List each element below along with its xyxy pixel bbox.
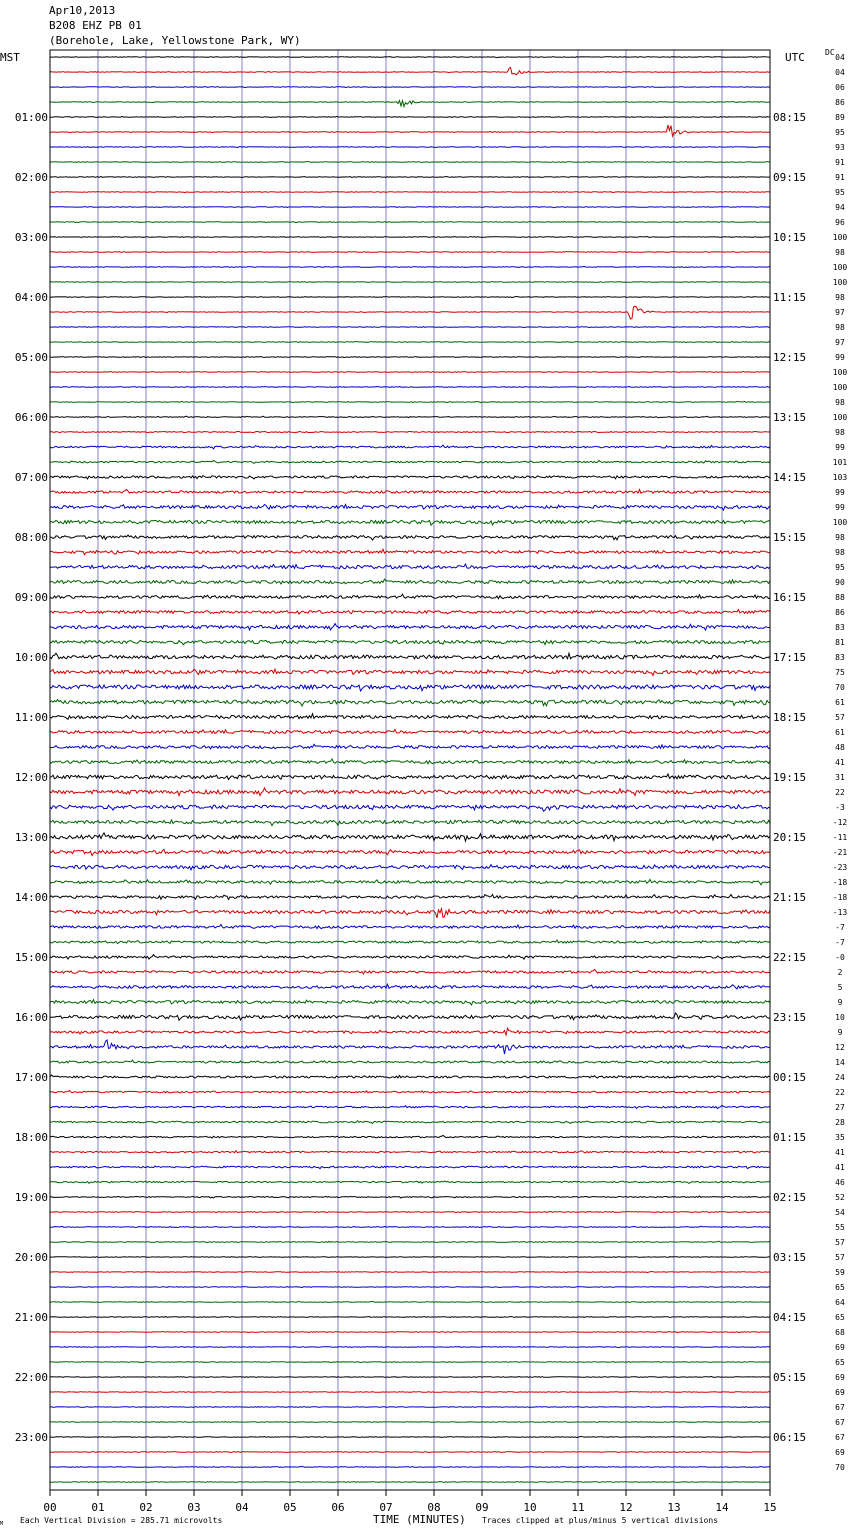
seismic-trace: [50, 1166, 770, 1169]
dc-offset-label: 95: [835, 563, 845, 572]
seismic-trace: [50, 221, 770, 222]
dc-offset-label: 98: [835, 548, 845, 557]
left-hour-label: 10:00: [14, 651, 48, 664]
seismic-trace: [50, 87, 770, 88]
dc-offset-label: 100: [832, 368, 848, 377]
seismic-trace: [50, 296, 770, 297]
seismic-trace: [50, 1060, 770, 1063]
dc-offset-label: 101: [832, 458, 848, 467]
seismic-trace: [50, 714, 770, 720]
dc-offset-label: 54: [835, 1208, 845, 1217]
seismic-trace: [50, 192, 770, 193]
axis-labels: [0, 48, 847, 1527]
dc-offset-label: 57: [835, 1238, 845, 1247]
right-hour-label: 23:15: [773, 1011, 807, 1024]
dc-offset-label: 14: [835, 1058, 845, 1067]
dc-offset-label: 48: [835, 743, 845, 752]
dc-offset-label: -7: [835, 923, 845, 932]
dc-offset-label: 98: [835, 533, 845, 542]
seismic-trace: [50, 125, 770, 136]
dc-offset-label: 97: [835, 308, 845, 317]
right-hour-label: 20:15: [773, 831, 807, 844]
dc-offset-label: 75: [835, 668, 845, 677]
right-hour-label: 03:15: [773, 1251, 807, 1264]
right-hour-label: 04:15: [773, 1311, 807, 1324]
dc-offset-label: 41: [835, 1148, 845, 1157]
right-hour-label: 18:15: [773, 711, 807, 724]
dc-offset-label: -18: [832, 893, 848, 902]
right-hour-label: 12:15: [773, 351, 807, 364]
seismic-trace: [50, 1105, 770, 1108]
right-hour-label: 02:15: [773, 1191, 807, 1204]
seismic-trace: [50, 1075, 770, 1078]
seismic-trace: [50, 161, 770, 162]
dc-offset-label: 41: [835, 758, 845, 767]
seismic-trace: [50, 774, 770, 780]
seismic-trace: [50, 984, 770, 989]
dc-offset-label: 59: [835, 1268, 845, 1277]
dc-offset-label: 24: [835, 1073, 845, 1082]
left-hour-label: 01:00: [14, 111, 48, 124]
seismic-trace: [50, 116, 770, 117]
dc-offset-label: 90: [835, 578, 845, 587]
seismic-trace: [50, 1121, 770, 1124]
dc-offset-label: 65: [835, 1283, 845, 1292]
seismic-trace: [50, 669, 770, 675]
seismic-trace: [50, 685, 770, 691]
x-tick-label: 14: [715, 1501, 729, 1514]
dc-offset-label: 99: [835, 443, 845, 452]
dc-offset-label: 98: [835, 248, 845, 257]
dc-offset-label: 98: [835, 293, 845, 302]
x-tick-label: 13: [667, 1501, 681, 1514]
left-hour-label: 20:00: [14, 1251, 48, 1264]
seismic-trace: [50, 1391, 770, 1392]
dc-offset-label: 100: [832, 278, 848, 287]
seismic-trace: [50, 207, 770, 208]
left-hour-label: 17:00: [14, 1071, 48, 1084]
right-hour-label: 10:15: [773, 231, 807, 244]
dc-offset-label: -12: [832, 818, 848, 827]
dc-offset-label: 67: [835, 1403, 845, 1412]
seismic-trace: [50, 594, 770, 599]
dc-offset-label: 04: [835, 53, 845, 62]
dc-offset-label: 31: [835, 773, 845, 782]
seismic-trace: [50, 1136, 770, 1139]
left-hour-label: 05:00: [14, 351, 48, 364]
left-hour-label: 13:00: [14, 831, 48, 844]
dc-offset-label: 61: [835, 728, 845, 737]
seismic-trace: [50, 1301, 770, 1302]
dc-offset-label: 89: [835, 113, 845, 122]
dc-offset-label: 22: [835, 1088, 845, 1097]
dc-offset-label: 86: [835, 608, 845, 617]
left-hour-label: 09:00: [14, 591, 48, 604]
seismic-trace: [50, 1406, 770, 1407]
x-tick-label: 11: [571, 1501, 585, 1514]
seismic-trace: [50, 1013, 770, 1020]
seismic-trace: [50, 610, 770, 614]
dc-offset-label: 83: [835, 623, 845, 632]
right-hour-label: 08:15: [773, 111, 807, 124]
seismic-trace: [50, 1257, 770, 1258]
dc-offset-label: 46: [835, 1178, 845, 1187]
seismic-trace: [50, 1000, 770, 1005]
seismic-trace: [50, 805, 770, 811]
plot-frame: [50, 50, 770, 1490]
left-hour-label: 03:00: [14, 231, 48, 244]
dc-offset-label: 86: [835, 98, 845, 107]
seismic-trace: [50, 1422, 770, 1423]
scale-note: Each Vertical Division = 285.71 microvolts: [20, 1516, 223, 1525]
seismic-trace: [50, 490, 770, 494]
dc-offset-label: 06: [835, 83, 845, 92]
right-hour-label: 17:15: [773, 651, 807, 664]
seismic-trace: [50, 520, 770, 525]
seismic-trace: [50, 624, 770, 631]
right-hour-label: 00:15: [773, 1071, 807, 1084]
seismic-trace: [50, 535, 770, 540]
seismic-trace: [50, 1376, 770, 1377]
dc-offset-label: 100: [832, 263, 848, 272]
seismic-trace: [50, 849, 770, 855]
seismic-trace: [50, 357, 770, 358]
seismic-trace: [50, 895, 770, 900]
seismic-trace: [50, 1040, 770, 1054]
seismic-trace: [50, 1316, 770, 1317]
dc-offset-label: 94: [835, 203, 845, 212]
dc-offset-label: 103: [832, 473, 848, 482]
right-hour-label: 16:15: [773, 591, 807, 604]
dc-offset-label: 70: [835, 683, 845, 692]
dc-offset-label: 100: [832, 518, 848, 527]
right-hour-label: 14:15: [773, 471, 807, 484]
dc-offset-label: 52: [835, 1193, 845, 1202]
seismic-trace: [50, 68, 770, 75]
seismic-trace: [50, 700, 770, 706]
dc-offset-label: 22: [835, 788, 845, 797]
right-hour-label: 22:15: [773, 951, 807, 964]
dc-offset-label: 100: [832, 383, 848, 392]
left-hour-label: 19:00: [14, 1191, 48, 1204]
left-hour-label: 16:00: [14, 1011, 48, 1024]
dc-offset-label: 28: [835, 1118, 845, 1127]
seismic-trace: [50, 101, 770, 107]
seismic-trace: [50, 729, 770, 733]
seismic-trace: [50, 282, 770, 283]
seismic-trace: [50, 176, 770, 177]
seismic-trace: [50, 865, 770, 870]
dc-offset-label: 95: [835, 128, 845, 137]
seismic-trace: [50, 744, 770, 749]
seismic-trace: [50, 1361, 770, 1362]
dc-offset-label: -13: [832, 908, 848, 917]
left-hour-label: 11:00: [14, 711, 48, 724]
x-tick-label: 12: [619, 1501, 633, 1514]
dc-offset-label: 2: [837, 968, 843, 977]
right-hour-label: 15:15: [773, 531, 807, 544]
x-tick-label: 06: [331, 1501, 345, 1514]
right-hour-label: 06:15: [773, 1431, 807, 1444]
seismic-trace: [50, 579, 770, 584]
seismic-trace: [50, 1241, 770, 1242]
seismic-trace: [50, 147, 770, 148]
x-tick-label: 01: [91, 1501, 105, 1514]
dc-offset-label: 55: [835, 1223, 845, 1232]
seismic-trace: [50, 505, 770, 511]
seismic-trace: [50, 788, 770, 796]
dc-offset-label: 69: [835, 1448, 845, 1457]
seismic-trace: [50, 476, 770, 479]
dc-offset-label: 99: [835, 488, 845, 497]
left-hour-label: 08:00: [14, 531, 48, 544]
right-hour-label: 09:15: [773, 171, 807, 184]
dc-offset-label: 68: [835, 1328, 845, 1337]
x-axis-label: TIME (MINUTES): [373, 1513, 466, 1526]
dc-offset-label: 12: [835, 1043, 845, 1052]
dc-offset-label: 5: [837, 983, 843, 992]
dc-offset-label: 9: [837, 1028, 843, 1037]
seismic-trace: [50, 1196, 770, 1198]
seismic-trace: [50, 1211, 770, 1212]
dc-offset-label: 98: [835, 323, 845, 332]
dc-offset-label: 95: [835, 188, 845, 197]
dc-offset-label: 64: [835, 1298, 845, 1307]
dc-header-label: DC: [825, 48, 835, 57]
x-tick-label: 07: [379, 1501, 393, 1514]
x-tick-label: 09: [475, 1501, 489, 1514]
dc-offset-label: 81: [835, 638, 845, 647]
x-tick-label: 00: [43, 1501, 57, 1514]
dc-offset-label: 35: [835, 1133, 845, 1142]
seismic-trace: [50, 970, 770, 974]
seismic-trace: [50, 955, 770, 960]
dc-offset-label: 99: [835, 503, 845, 512]
dc-offset-label: -7: [835, 938, 845, 947]
left-hour-label: 14:00: [14, 891, 48, 904]
x-tick-label: 03: [187, 1501, 201, 1514]
seismic-trace: [50, 640, 770, 644]
seismic-trace: [50, 820, 770, 826]
x-tick-label: 10: [523, 1501, 537, 1514]
seismic-trace: [50, 549, 770, 555]
dc-offset-label: 65: [835, 1313, 845, 1322]
seismic-trace: [50, 653, 770, 659]
dc-offset-label: 88: [835, 593, 845, 602]
dc-offset-label: 57: [835, 1253, 845, 1262]
seismic-trace: [50, 387, 770, 388]
dc-offset-label: -18: [832, 878, 848, 887]
left-hour-label: 04:00: [14, 291, 48, 304]
seismic-trace: [50, 1347, 770, 1348]
x-tick-label: 15: [763, 1501, 777, 1514]
dc-offset-label: 57: [835, 713, 845, 722]
left-hour-label: 06:00: [14, 411, 48, 424]
seismic-trace: [50, 1481, 770, 1482]
minute-gridlines: [98, 50, 722, 1490]
clip-note: Traces clipped at plus/minus 5 vertical divisions: [482, 1516, 719, 1525]
right-hour-label: 11:15: [773, 291, 807, 304]
station-code: B208 EHZ PB 01: [49, 19, 142, 32]
seismic-trace: [50, 445, 770, 449]
station-location: (Borehole, Lake, Yellowstone Park, WY): [49, 34, 301, 47]
chart-date: Apr10,2013: [49, 4, 116, 17]
dc-offset-label: 9: [837, 998, 843, 1007]
dc-offset-label: -23: [832, 863, 848, 872]
dc-offset-label: 83: [835, 653, 845, 662]
seismic-trace: [50, 1226, 770, 1227]
left-hour-label: 02:00: [14, 171, 48, 184]
dc-offset-label: 67: [835, 1418, 845, 1427]
seismic-trace: [50, 833, 770, 841]
dc-offset-label: -0: [835, 953, 845, 962]
trace-rows: [50, 57, 770, 1483]
dc-offset-label: 100: [832, 413, 848, 422]
dc-offset-label: 41: [835, 1163, 845, 1172]
seismic-trace: [50, 1151, 770, 1153]
dc-offset-label: 96: [835, 218, 845, 227]
x-tick-label: 08: [427, 1501, 441, 1514]
seismic-trace: [50, 236, 770, 237]
seismic-trace: [50, 1287, 770, 1288]
dc-offset-label: 70: [835, 1463, 845, 1472]
dc-offset-label: 100: [832, 233, 848, 242]
left-timezone-label: MST: [0, 51, 20, 64]
seismic-trace: [50, 880, 770, 885]
seismic-trace: [50, 1181, 770, 1184]
dc-offset-label: 69: [835, 1373, 845, 1382]
x-tick-label: 04: [235, 1501, 249, 1514]
right-hour-label: 01:15: [773, 1131, 807, 1144]
dc-offset-label: 67: [835, 1433, 845, 1442]
seismic-trace: [50, 401, 770, 402]
corner-mark: M: [0, 1521, 4, 1527]
seismic-trace: [50, 564, 770, 569]
seismic-trace: [50, 1466, 770, 1467]
seismic-trace: [50, 909, 770, 918]
dc-offset-label: -3: [835, 803, 845, 812]
left-hour-label: 07:00: [14, 471, 48, 484]
seismic-trace: [50, 251, 770, 252]
seismic-trace: [50, 1271, 770, 1272]
seismic-trace: [50, 266, 770, 267]
seismic-trace: [50, 924, 770, 928]
right-timezone-label: UTC: [785, 51, 805, 64]
seismic-trace: [50, 327, 770, 328]
dc-offset-label: 98: [835, 398, 845, 407]
seismic-trace: [50, 1332, 770, 1333]
right-hour-label: 19:15: [773, 771, 807, 784]
dc-offset-label: 65: [835, 1358, 845, 1367]
dc-offset-label: 97: [835, 338, 845, 347]
seismic-trace: [50, 57, 770, 58]
seismic-trace: [50, 1452, 770, 1453]
seismic-trace: [50, 940, 770, 944]
dc-offset-label: 93: [835, 143, 845, 152]
dc-offset-label: 98: [835, 428, 845, 437]
left-hour-label: 18:00: [14, 1131, 48, 1144]
seismic-trace: [50, 341, 770, 342]
left-hour-label: 21:00: [14, 1311, 48, 1324]
dc-offset-label: -21: [832, 848, 848, 857]
seismic-trace: [50, 1436, 770, 1437]
dc-offset-label: 91: [835, 173, 845, 182]
seismic-trace: [50, 1090, 770, 1093]
right-hour-label: 13:15: [773, 411, 807, 424]
dc-offset-label: 61: [835, 698, 845, 707]
x-tick-label: 05: [283, 1501, 297, 1514]
right-hour-label: 21:15: [773, 891, 807, 904]
seismic-trace: [50, 416, 770, 418]
dc-offset-label: 69: [835, 1388, 845, 1397]
dc-offset-label: 91: [835, 158, 845, 167]
left-hour-label: 23:00: [14, 1431, 48, 1444]
dc-offset-label: 99: [835, 353, 845, 362]
seismic-trace: [50, 306, 770, 319]
seismic-trace: [50, 759, 770, 764]
seismic-trace: [50, 372, 770, 373]
dc-offset-label: 27: [835, 1103, 845, 1112]
right-hour-label: 05:15: [773, 1371, 807, 1384]
left-hour-label: 12:00: [14, 771, 48, 784]
dc-offset-label: 04: [835, 68, 845, 77]
seismic-trace: [50, 431, 770, 432]
left-hour-label: 22:00: [14, 1371, 48, 1384]
seismic-trace: [50, 1028, 770, 1035]
dc-offset-label: 10: [835, 1013, 845, 1022]
dc-offset-label: 69: [835, 1343, 845, 1352]
seismic-trace: [50, 460, 770, 463]
left-hour-label: 15:00: [14, 951, 48, 964]
dc-offset-label: -11: [832, 833, 848, 842]
x-tick-label: 02: [139, 1501, 153, 1514]
